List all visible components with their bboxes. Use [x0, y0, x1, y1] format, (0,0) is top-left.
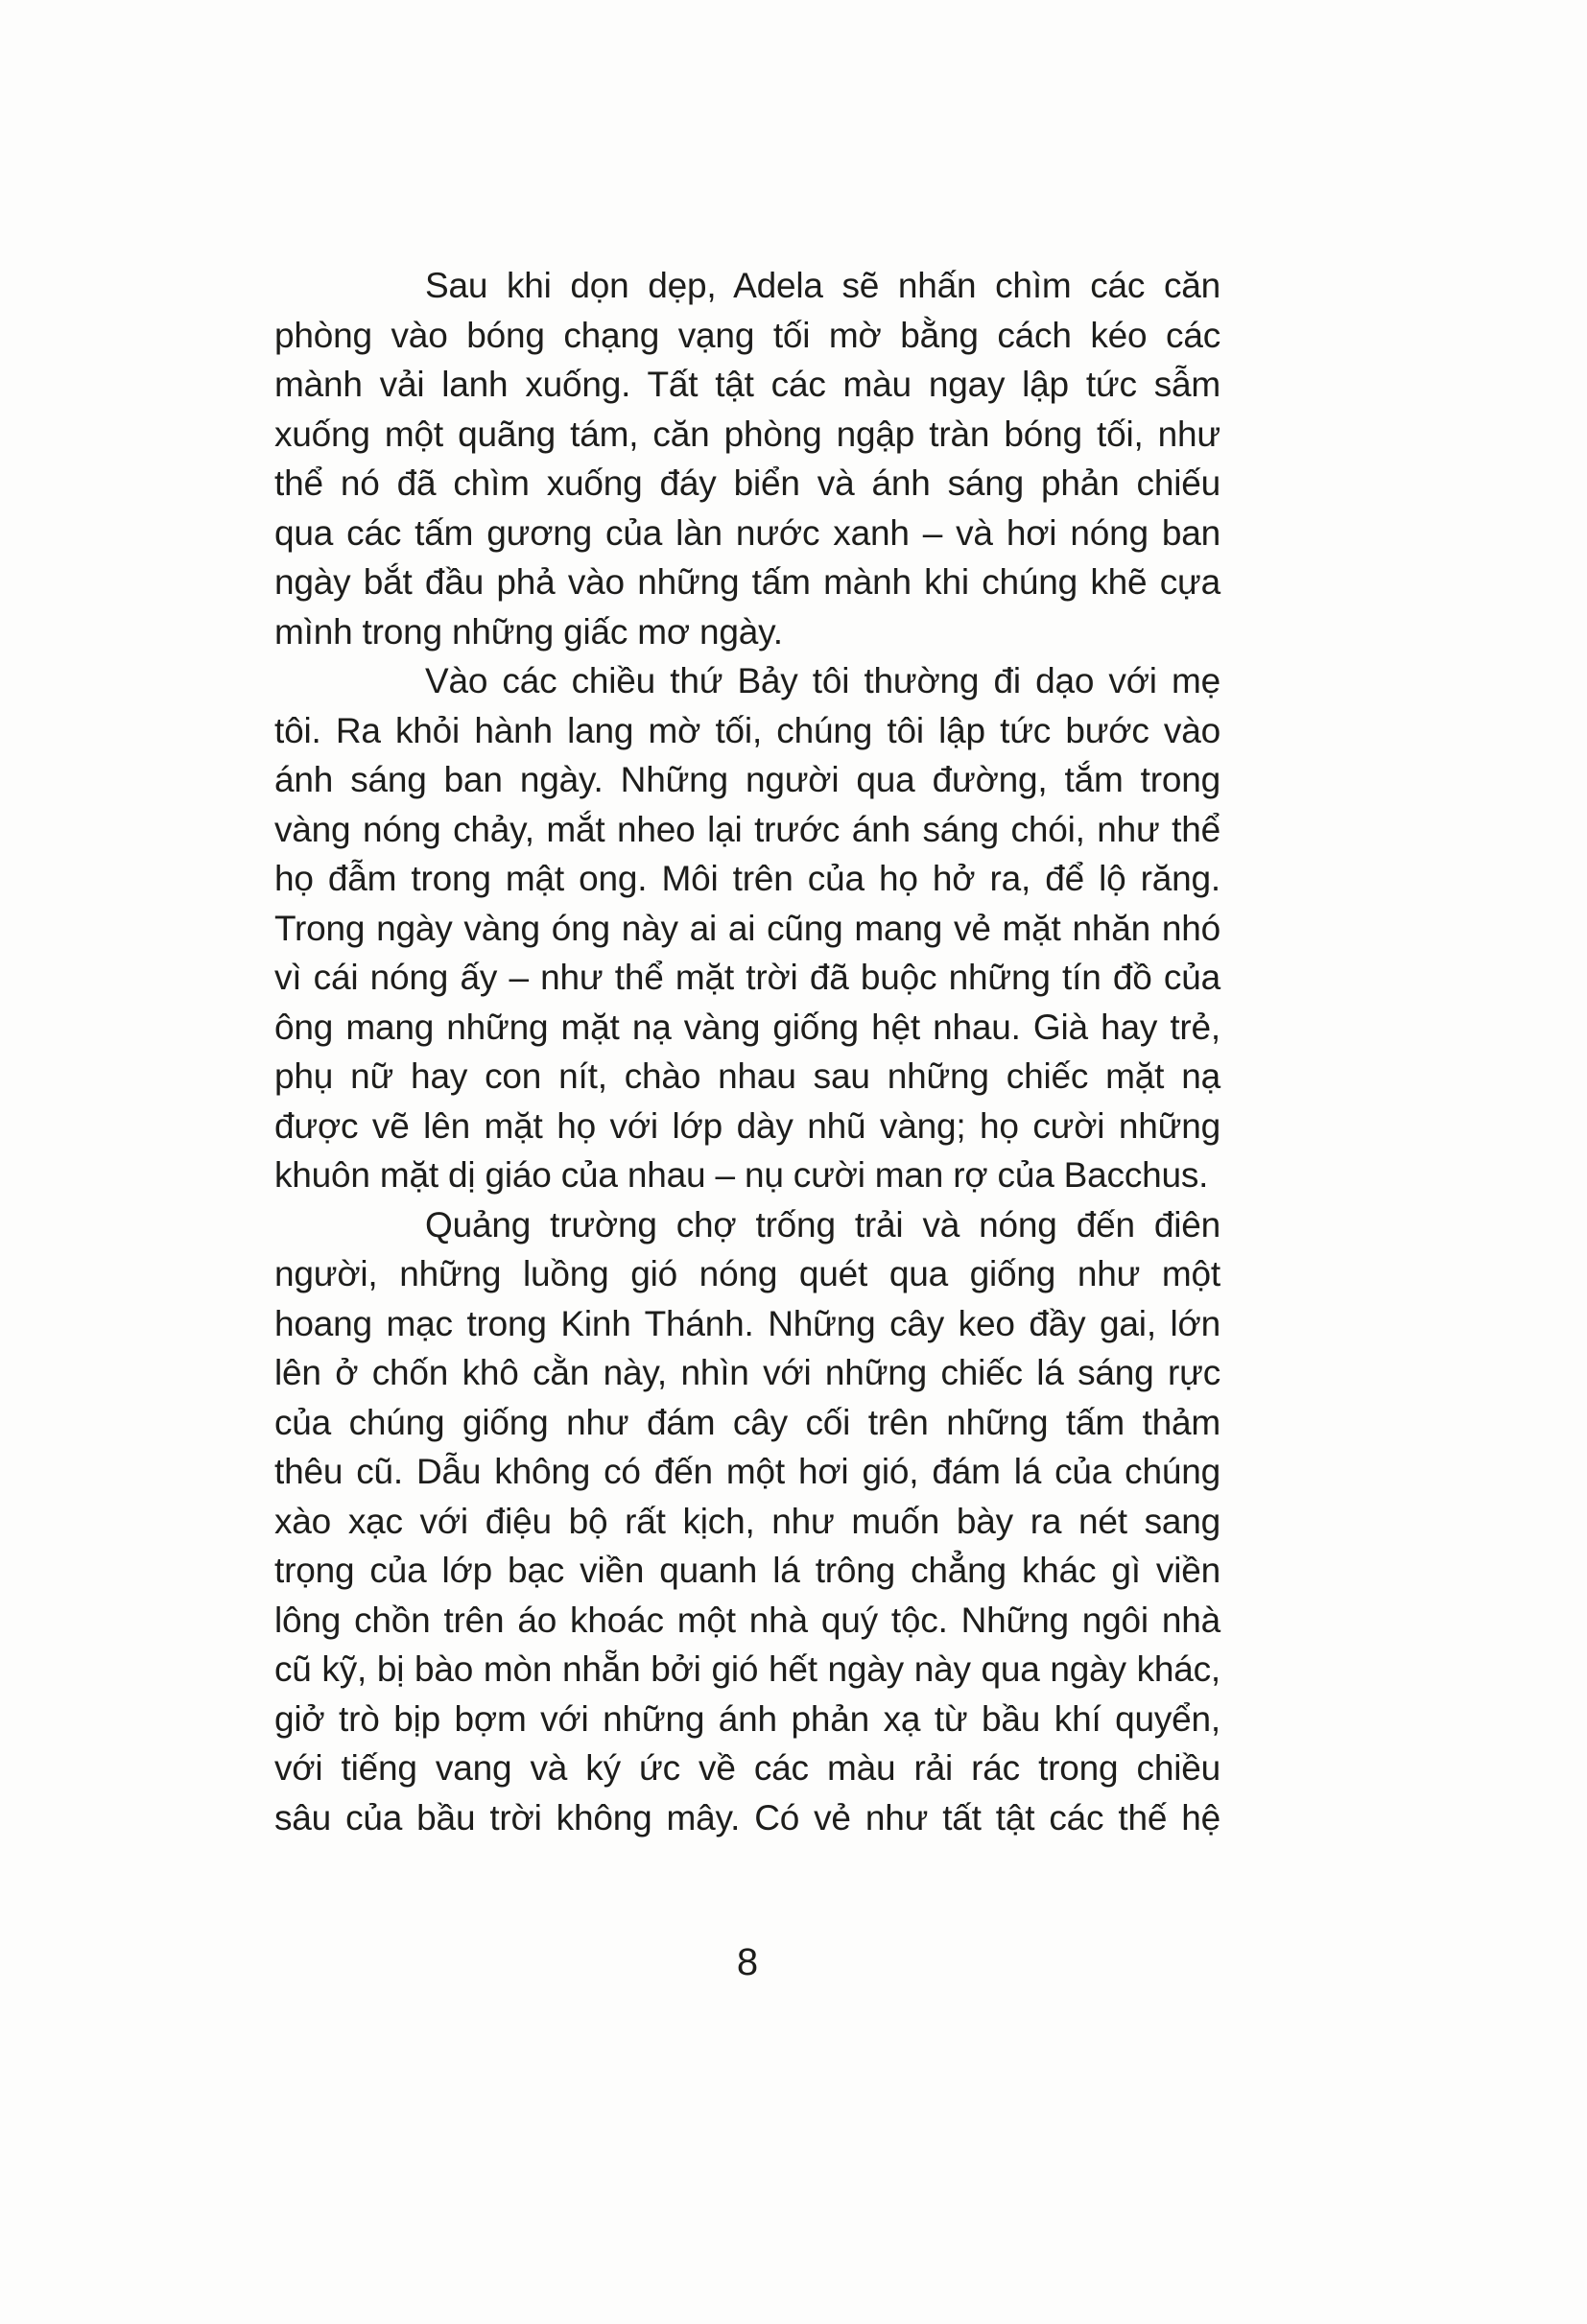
text-line: lông chồn trên áo khoác một nhà quý tộc. Những ngôi nhà: [274, 1600, 1220, 1640]
text-line: sâu của bầu trời không mây. Có vẻ như tất tật các thế hệ: [274, 1797, 1220, 1838]
text-line: hoang mạc trong Kinh Thánh. Những cây keo đầy gai, lớn: [274, 1303, 1220, 1343]
page-number: 8: [736, 1941, 759, 1983]
text-line: cũ kỹ, bị bào mòn nhẵn bởi gió hết ngày này qua ngày khác,: [274, 1649, 1220, 1689]
text-line: mành vải lanh xuống. Tất tật các màu ngay lập tức sẫm: [274, 365, 1220, 404]
text-line: họ đẫm trong mật ong. Môi trên của họ hở ra, để lộ răng.: [274, 859, 1220, 898]
text-line: ngày bắt đầu phả vào những tấm mành khi chúng khẽ cựa: [274, 562, 1220, 602]
text-line: vì cái nóng ấy – như thể mặt trời đã buộc những tín đồ của: [274, 958, 1220, 997]
text-line: được vẽ lên mặt họ với lớp dày nhũ vàng; họ cười những: [274, 1105, 1220, 1146]
text-line: mình trong những giấc mơ ngày.: [274, 611, 783, 652]
text-block: [274, 261, 1220, 1842]
text-line: ông mang những mặt nạ vàng giống hệt nhau. Già hay trẻ,: [274, 1007, 1220, 1047]
text-line: Quảng trường chợ trống trải và nóng đến điên: [425, 1204, 1220, 1245]
text-line: phụ nữ hay con nít, chào nhau sau những chiếc mặt nạ: [274, 1056, 1220, 1096]
text-line: Sau khi dọn dẹp, Adela sẽ nhấn chìm các căn: [425, 266, 1220, 305]
text-line: thể nó đã chìm xuống đáy biển và ánh sáng phản chiếu: [274, 463, 1220, 503]
text-line: xuống một quãng tám, căn phòng ngập tràn bóng tối, như: [274, 414, 1220, 454]
text-line: với tiếng vang và ký ức về các màu rải rác trong chiều: [274, 1748, 1220, 1788]
text-line: ánh sáng ban ngày. Những người qua đường, tắm trong: [274, 760, 1220, 799]
text-line: Vào các chiều thứ Bảy tôi thường đi dạo với mẹ: [425, 661, 1220, 700]
text-line: của chúng giống như đám cây cối trên những tấm thảm: [274, 1402, 1220, 1442]
text-line: qua các tấm gương của làn nước xanh – và hơi nóng ban: [274, 512, 1220, 553]
text-line: trọng của lớp bạc viền quanh lá trông chẳng khác gì viền: [274, 1551, 1220, 1590]
text-line: thêu cũ. Dẫu không có đến một hơi gió, đám lá của chúng: [274, 1452, 1220, 1491]
text-line: tôi. Ra khỏi hành lang mờ tối, chúng tôi lập tức bước vào: [274, 710, 1220, 750]
text-line: giở trò bịp bợm với những ánh phản xạ từ bầu khí quyển,: [274, 1698, 1220, 1739]
text-line: người, những luồng gió nóng quét qua giống như một: [274, 1254, 1220, 1293]
text-line: lên ở chốn khô cằn này, nhìn với những chiếc lá sáng rực: [274, 1353, 1220, 1392]
text-line: xào xạc với điệu bộ rất kịch, như muốn bày ra nét sang: [274, 1501, 1220, 1541]
text-line: Trong ngày vàng óng này ai ai cũng mang vẻ mặt nhăn nhó: [274, 908, 1220, 948]
text-line: khuôn mặt dị giáo của nhau – nụ cười man rợ của Bacchus.: [274, 1155, 1209, 1195]
text-line: vàng nóng chảy, mắt nheo lại trước ánh sáng chói, như thể: [274, 809, 1220, 849]
text-line: phòng vào bóng chạng vạng tối mờ bằng cách kéo các: [274, 315, 1220, 355]
